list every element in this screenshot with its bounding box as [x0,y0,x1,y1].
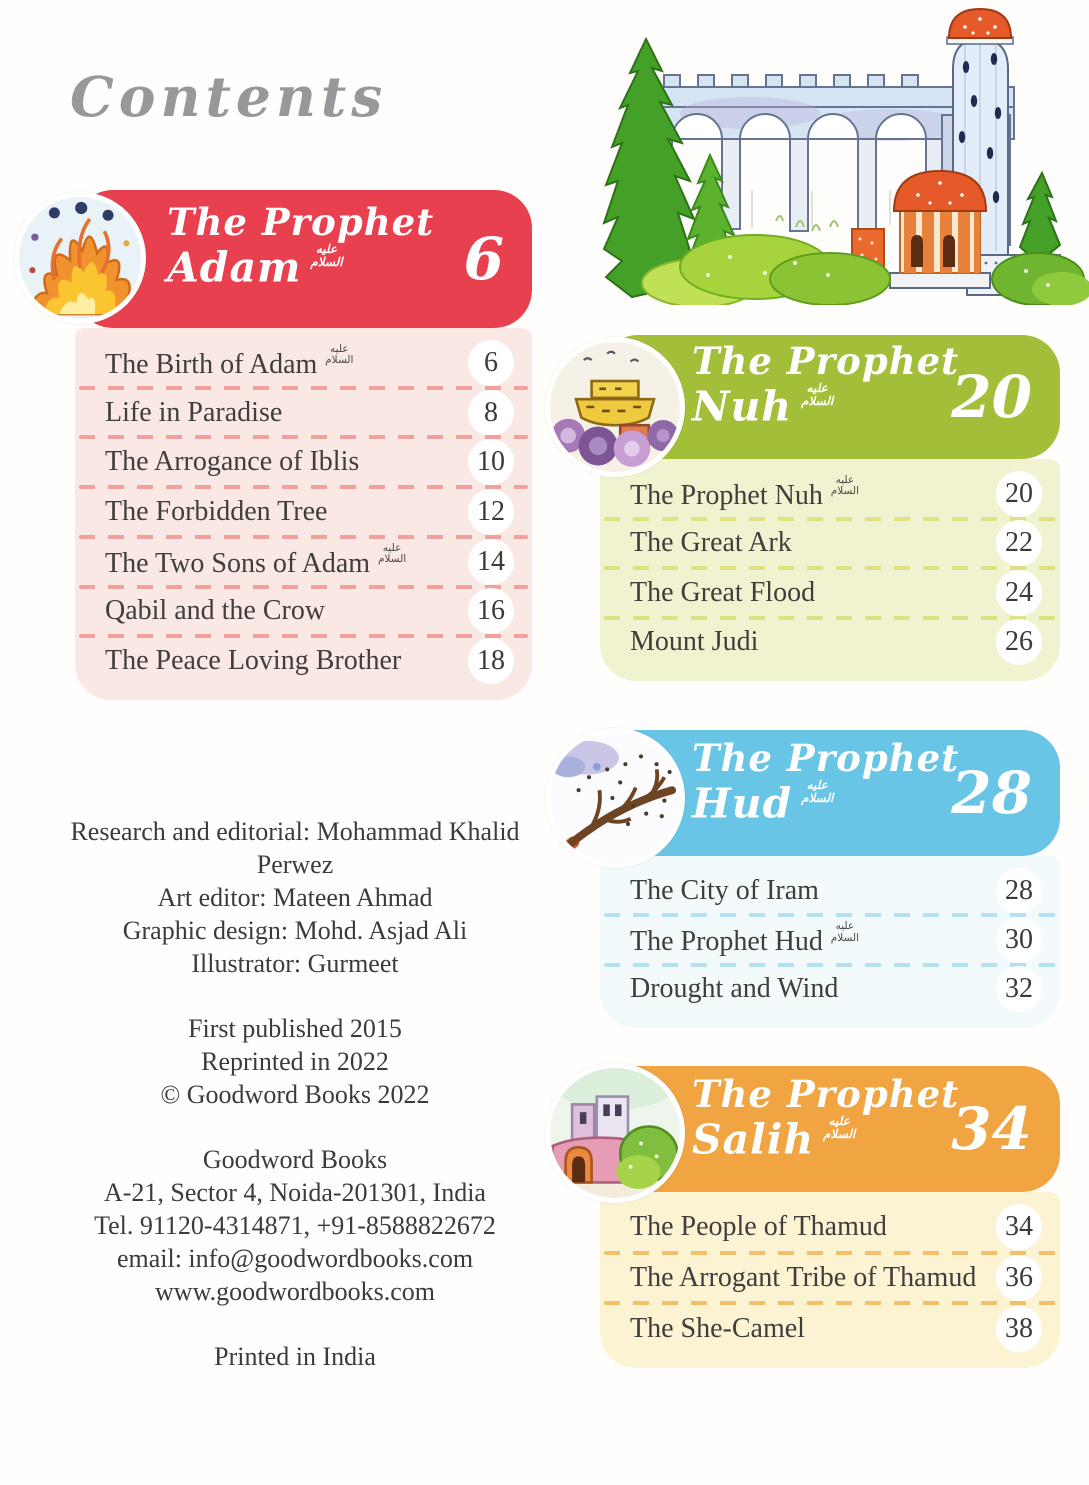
honorific-mark: عليه السلام [377,542,407,566]
toc-item-label: The People of Thamud [630,1211,887,1243]
section-title-top: The Prophet [692,339,960,383]
section-page-number: 34 [951,1095,1032,1163]
fire-flames-icon [14,192,146,324]
fortress-city-icon [545,1063,685,1203]
toc-item-label: The Two Sons of Adamعليه السلام [105,542,407,580]
toc-item [75,338,532,388]
section-toc-salih [600,1192,1060,1368]
toc-item-page: 36 [996,1255,1042,1301]
toc-item [600,1303,1060,1354]
toc-item-page: 32 [996,966,1042,1012]
toc-item-label: The Great Ark [630,527,792,559]
ark-on-waves-icon [545,337,685,477]
toc-item-label: The Birth of Adamعليه السلام [105,343,354,381]
toc-item-label: The Prophet Nuhعليه السلام [630,474,859,512]
credit-line: A-21, Sector 4, Noida-201301, India [104,1178,486,1207]
credit-line: Goodword Books [202,1145,388,1174]
toc-item-label: The Peace Loving Brother [105,645,402,677]
credits-publishing [45,1012,545,1111]
page-title: Contents [70,64,388,129]
toc-item-page: 22 [996,520,1042,566]
aqueduct-illustration [590,5,1089,305]
honorific-mark: عليه السلام [830,920,859,944]
section-title [692,738,959,828]
toc-item-label: Drought and Wind [630,973,839,1005]
section-title-name: Salih عليه السلام [692,1114,856,1165]
toc-item-label: The She-Camel [630,1312,805,1344]
toc-item-label: The Arrogant Tribe of Thamud [630,1262,977,1293]
windswept-branch-icon [545,728,685,868]
credit-line: © Goodword Books 2022 [160,1080,430,1109]
honorific-mark: عليه السلام [830,474,859,498]
toc-item [600,519,1060,569]
credit-line: Tel. 91120-4314871, +91-8588822672 [94,1211,496,1240]
toc-item-page: 8 [468,390,514,436]
toc-item-label: Mount Judi [630,626,759,658]
toc-item [75,437,532,487]
toc-item [600,866,1060,915]
credit-line: Perwez [256,850,334,879]
toc-item [75,537,532,587]
section-title-name: Adam عليه السلام [167,242,343,293]
credit-line: www.goodwordbooks.com [155,1277,435,1306]
credit-line: Reprinted in 2022 [201,1047,389,1076]
section-page-number: 20 [951,363,1032,431]
toc-item-page: 18 [468,638,514,684]
toc-item-label: The Forbidden Tree [105,496,328,528]
toc-item [600,1202,1060,1253]
toc-item-page: 28 [996,868,1042,914]
section-page-number: 28 [951,759,1032,827]
honorific-mark: عليه السلام [800,381,834,409]
toc-item [600,915,1060,964]
toc-item-page: 34 [996,1204,1042,1250]
toc-item [600,618,1060,668]
toc-item-page: 24 [996,570,1042,616]
toc-item [600,469,1060,519]
toc-item-page: 30 [996,917,1042,963]
toc-item-label: The City of Iram [630,874,819,906]
toc-item-page: 10 [468,439,514,485]
toc-item [75,587,532,637]
section-page-number: 6 [463,225,504,293]
honorific-mark: عليه السلام [801,778,834,806]
toc-item-label: The Great Flood [630,576,816,608]
section-title-top: The Prophet [167,200,435,244]
section-title [167,202,434,292]
credit-line: Research and editorial: Mohammad Khalid [70,817,520,846]
section-title-name: Hud عليه السلام [692,778,834,829]
honorific-mark: عليه السلام [325,343,354,367]
toc-item [75,487,532,537]
credits-editorial [45,815,545,980]
toc-item-page: 16 [468,588,514,634]
section-toc-nuh [600,459,1060,681]
toc-item-page: 20 [996,471,1042,517]
toc-item [600,568,1060,618]
section-title-top: The Prophet [692,736,960,780]
honorific-mark: عليه السلام [310,242,343,270]
credits-printed [45,1340,545,1373]
toc-item [75,388,532,438]
toc-item-label: Qabil and the Crow [105,595,326,627]
toc-item-label: Life in Paradise [105,396,283,428]
credit-line: First published 2015 [188,1014,402,1043]
section-title [692,1074,959,1164]
toc-item [600,965,1060,1014]
toc-item-page: 12 [468,489,514,535]
section-title-top: The Prophet [692,1072,960,1116]
toc-item-page: 38 [996,1306,1042,1352]
credit-line: Graphic design: Mohd. Asjad Ali [122,916,468,945]
credit-line: Printed in India [214,1342,376,1371]
toc-item-label: The Arrogance of Iblis [105,446,360,478]
toc-item [600,1253,1060,1304]
toc-item-label: The Prophet Hudعليه السلام [630,920,859,958]
credits-publisher [45,1143,545,1308]
credit-line: Art editor: Mateen Ahmad [157,883,433,912]
toc-item-page: 6 [468,340,514,386]
section-toc-adam [75,328,532,700]
credits-block [45,815,545,1405]
credit-line: Illustrator: Gurmeet [191,949,399,978]
toc-item-page: 14 [468,539,514,585]
toc-item [75,636,532,686]
section-title-name: Nuh عليه السلام [692,381,834,432]
credit-line: email: info@goodwordbooks.com [116,1244,474,1273]
section-toc-hud [600,856,1060,1028]
section-title [692,341,959,431]
honorific-mark: عليه السلام [822,1114,856,1142]
toc-item-page: 26 [996,619,1042,665]
